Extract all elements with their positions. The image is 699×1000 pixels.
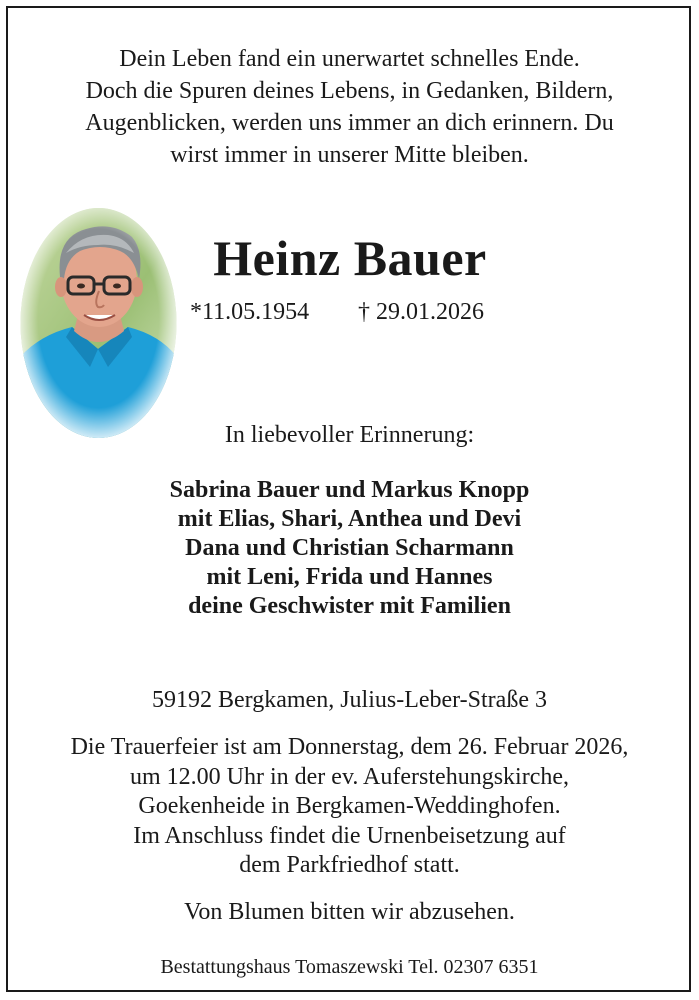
mourner-line: deine Geschwister mit Familien (188, 593, 511, 619)
memorial-poem (0, 43, 699, 171)
mourner-line: Dana und Christian Scharmann (185, 535, 514, 561)
funeral-line: dem Parkfriedhof statt. (239, 852, 460, 878)
mourner-line: mit Leni, Frida und Hannes (206, 564, 493, 590)
funeral-line: Die Trauerfeier ist am Donnerstag, dem 26. Februar 2026, (70, 734, 629, 760)
flowers-note: Von Blumen bitten wir abzusehen. (184, 899, 515, 925)
deceased-name: Heinz Bauer (213, 230, 487, 286)
portrait-photo (20, 207, 177, 439)
memory-line: In liebevoller Erinnerung: (224, 422, 475, 448)
funeral-line: um 12.00 Uhr in der ev. Auferstehungskirche, (129, 763, 569, 790)
poem-line: Dein Leben fand ein unerwartet schnelles Ende. (119, 46, 580, 72)
funeral-line: Im Anschluss findet die Urnenbeisetzung auf (133, 822, 566, 849)
mourner-line: mit Elias, Shari, Anthea und Devi (177, 506, 522, 532)
poem-line: Doch die Spuren deines Lebens, in Gedanken, Bildern, (85, 78, 614, 104)
poem-line: wirst immer in unserer Mitte bleiben. (170, 142, 529, 168)
mourners-list (0, 476, 699, 621)
funeral-line: Goekenheide in Bergkamen-Weddinghofen. (138, 793, 561, 819)
death-date: † 29.01.2026 (358, 299, 484, 325)
funeral-details (0, 733, 699, 881)
mourner-line: Sabrina Bauer und Markus Knopp (169, 477, 530, 503)
birth-date: *11.05.1954 (190, 299, 310, 325)
poem-line: Augenblicken, werden uns immer an dich erinnern. Du (85, 110, 614, 136)
funeral-home-footer: Bestattungshaus Tomaszewski Tel. 02307 6351 (160, 956, 539, 978)
address: 59192 Bergkamen, Julius-Leber-Straße 3 (152, 687, 547, 713)
